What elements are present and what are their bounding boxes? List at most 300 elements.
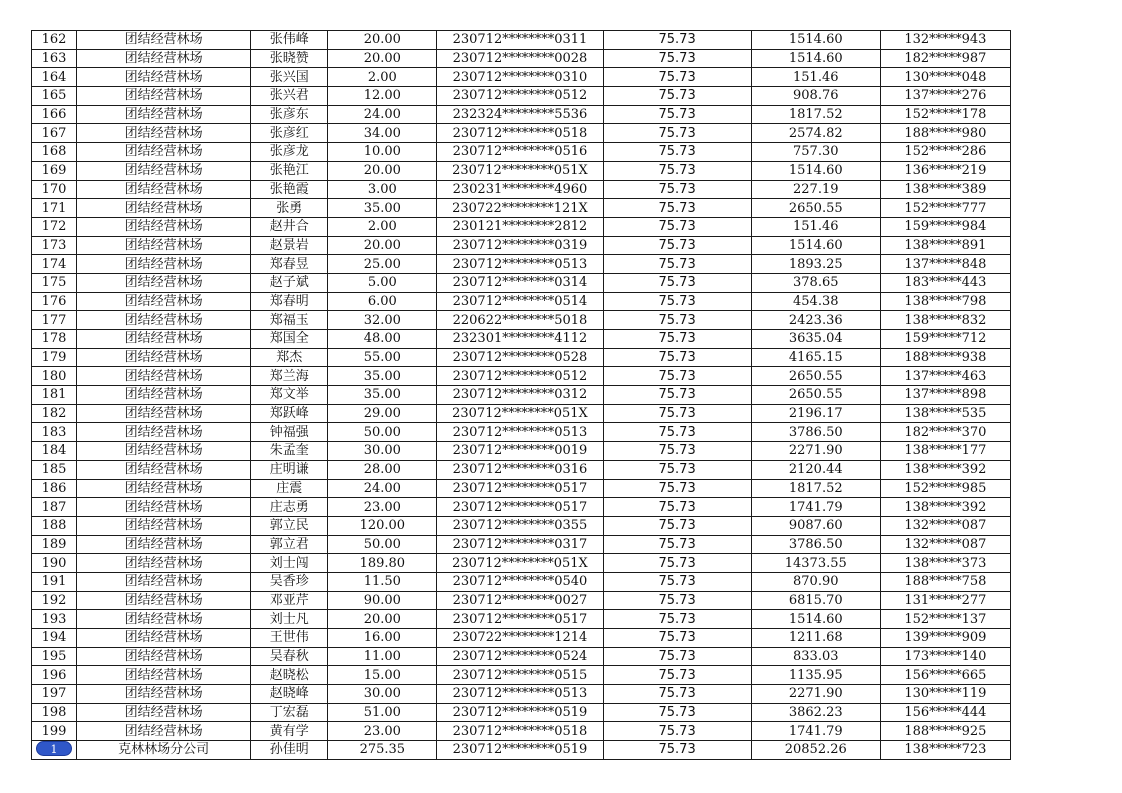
unit-cell[interactable]: 团结经营林场 <box>77 685 251 704</box>
person-name-cell[interactable]: 郑跃峰 <box>251 404 328 423</box>
row-number-cell[interactable]: 177 <box>32 311 77 330</box>
amount-cell[interactable]: 1135.95 <box>751 666 880 685</box>
area-cell[interactable]: 35.00 <box>328 199 437 218</box>
person-name-cell[interactable]: 丁宏磊 <box>251 703 328 722</box>
area-cell[interactable]: 10.00 <box>328 143 437 162</box>
amount-cell[interactable]: 2650.55 <box>751 199 880 218</box>
table-row[interactable] <box>32 311 1011 330</box>
amount-cell[interactable]: 1514.60 <box>751 49 880 68</box>
person-name-cell[interactable]: 张彦东 <box>251 105 328 124</box>
person-name-cell[interactable]: 郑春明 <box>251 292 328 311</box>
table-row[interactable] <box>32 161 1011 180</box>
unit-price-cell[interactable]: 75.73 <box>603 741 751 760</box>
id-number-cell[interactable]: 230712********0517 <box>437 498 603 517</box>
unit-price-cell[interactable]: 75.73 <box>603 124 751 143</box>
table-row[interactable] <box>32 404 1011 423</box>
id-number-cell[interactable]: 230712********0516 <box>437 143 603 162</box>
table-row[interactable] <box>32 105 1011 124</box>
id-number-cell[interactable]: 230712********0027 <box>437 591 603 610</box>
row-number-cell[interactable]: 176 <box>32 292 77 311</box>
unit-cell[interactable]: 团结经营林场 <box>77 255 251 274</box>
unit-cell[interactable]: 团结经营林场 <box>77 31 251 50</box>
unit-cell[interactable]: 团结经营林场 <box>77 442 251 461</box>
table-row[interactable] <box>32 423 1011 442</box>
unit-cell[interactable]: 团结经营林场 <box>77 68 251 87</box>
person-name-cell[interactable]: 吴春秋 <box>251 647 328 666</box>
unit-price-cell[interactable]: 75.73 <box>603 404 751 423</box>
amount-cell[interactable]: 1817.52 <box>751 479 880 498</box>
amount-cell[interactable]: 227.19 <box>751 180 880 199</box>
row-number-cell[interactable]: 165 <box>32 87 77 106</box>
unit-cell[interactable]: 团结经营林场 <box>77 386 251 405</box>
phone-cell[interactable]: 139*****909 <box>880 629 1010 648</box>
id-number-cell[interactable]: 230712********0028 <box>437 49 603 68</box>
unit-cell[interactable]: 团结经营林场 <box>77 330 251 349</box>
unit-cell[interactable]: 团结经营林场 <box>77 87 251 106</box>
unit-cell[interactable]: 团结经营林场 <box>77 629 251 648</box>
area-cell[interactable]: 20.00 <box>328 236 437 255</box>
person-name-cell[interactable]: 郑春昱 <box>251 255 328 274</box>
unit-price-cell[interactable]: 75.73 <box>603 87 751 106</box>
person-name-cell[interactable]: 张兴君 <box>251 87 328 106</box>
unit-price-cell[interactable]: 75.73 <box>603 367 751 386</box>
unit-price-cell[interactable]: 75.73 <box>603 311 751 330</box>
row-number-cell[interactable]: 196 <box>32 666 77 685</box>
id-number-cell[interactable]: 232301********4112 <box>437 330 603 349</box>
table-row[interactable] <box>32 330 1011 349</box>
person-name-cell[interactable]: 赵子斌 <box>251 273 328 292</box>
area-cell[interactable]: 20.00 <box>328 161 437 180</box>
id-number-cell[interactable]: 230712********0317 <box>437 535 603 554</box>
id-number-cell[interactable]: 230231********4960 <box>437 180 603 199</box>
phone-cell[interactable]: 183*****443 <box>880 273 1010 292</box>
area-cell[interactable]: 6.00 <box>328 292 437 311</box>
row-number-cell[interactable]: 197 <box>32 685 77 704</box>
phone-cell[interactable]: 156*****444 <box>880 703 1010 722</box>
unit-price-cell[interactable]: 75.73 <box>603 143 751 162</box>
person-name-cell[interactable]: 赵井合 <box>251 217 328 236</box>
unit-cell[interactable]: 团结经营林场 <box>77 180 251 199</box>
phone-cell[interactable]: 137*****848 <box>880 255 1010 274</box>
area-cell[interactable]: 3.00 <box>328 180 437 199</box>
row-number-cell[interactable]: 169 <box>32 161 77 180</box>
unit-price-cell[interactable]: 75.73 <box>603 591 751 610</box>
phone-cell[interactable]: 131*****277 <box>880 591 1010 610</box>
id-number-cell[interactable]: 230712********0524 <box>437 647 603 666</box>
unit-price-cell[interactable]: 75.73 <box>603 535 751 554</box>
area-cell[interactable]: 275.35 <box>328 741 437 760</box>
unit-price-cell[interactable]: 75.73 <box>603 423 751 442</box>
unit-cell[interactable]: 团结经营林场 <box>77 161 251 180</box>
person-name-cell[interactable]: 孙佳明 <box>251 741 328 760</box>
area-cell[interactable]: 34.00 <box>328 124 437 143</box>
phone-cell[interactable]: 152*****985 <box>880 479 1010 498</box>
amount-cell[interactable]: 2423.36 <box>751 311 880 330</box>
row-number-cell[interactable]: 181 <box>32 386 77 405</box>
table-row[interactable] <box>32 273 1011 292</box>
phone-cell[interactable]: 156*****665 <box>880 666 1010 685</box>
id-number-cell[interactable]: 230712********0312 <box>437 386 603 405</box>
phone-cell[interactable]: 130*****048 <box>880 68 1010 87</box>
table-row[interactable] <box>32 124 1011 143</box>
amount-cell[interactable]: 2271.90 <box>751 442 880 461</box>
area-cell[interactable]: 23.00 <box>328 722 437 741</box>
amount-cell[interactable]: 151.46 <box>751 68 880 87</box>
row-number-cell[interactable]: 172 <box>32 217 77 236</box>
amount-cell[interactable]: 1514.60 <box>751 236 880 255</box>
table-row[interactable] <box>32 647 1011 666</box>
person-name-cell[interactable]: 郑福玉 <box>251 311 328 330</box>
person-name-cell[interactable]: 郭立民 <box>251 516 328 535</box>
table-row[interactable] <box>32 199 1011 218</box>
amount-cell[interactable]: 3862.23 <box>751 703 880 722</box>
phone-cell[interactable]: 188*****925 <box>880 722 1010 741</box>
amount-cell[interactable]: 3635.04 <box>751 330 880 349</box>
unit-price-cell[interactable]: 75.73 <box>603 236 751 255</box>
row-number-cell[interactable]: 192 <box>32 591 77 610</box>
id-number-cell[interactable]: 230712********0310 <box>437 68 603 87</box>
amount-cell[interactable]: 908.76 <box>751 87 880 106</box>
amount-cell[interactable]: 4165.15 <box>751 348 880 367</box>
phone-cell[interactable]: 138*****373 <box>880 554 1010 573</box>
area-cell[interactable]: 28.00 <box>328 460 437 479</box>
table-row[interactable] <box>32 685 1011 704</box>
unit-price-cell[interactable]: 75.73 <box>603 199 751 218</box>
amount-cell[interactable]: 1514.60 <box>751 161 880 180</box>
person-name-cell[interactable]: 张兴国 <box>251 68 328 87</box>
person-name-cell[interactable]: 刘士凡 <box>251 610 328 629</box>
phone-cell[interactable]: 138*****798 <box>880 292 1010 311</box>
person-name-cell[interactable]: 王世伟 <box>251 629 328 648</box>
phone-cell[interactable]: 138*****392 <box>880 460 1010 479</box>
unit-price-cell[interactable]: 75.73 <box>603 722 751 741</box>
area-cell[interactable]: 16.00 <box>328 629 437 648</box>
amount-cell[interactable]: 378.65 <box>751 273 880 292</box>
amount-cell[interactable]: 1514.60 <box>751 31 880 50</box>
table-row[interactable] <box>32 666 1011 685</box>
unit-price-cell[interactable]: 75.73 <box>603 703 751 722</box>
amount-cell[interactable]: 2650.55 <box>751 367 880 386</box>
row-number-cell[interactable]: 194 <box>32 629 77 648</box>
unit-cell[interactable]: 团结经营林场 <box>77 479 251 498</box>
unit-cell[interactable]: 团结经营林场 <box>77 610 251 629</box>
amount-cell[interactable]: 870.90 <box>751 572 880 591</box>
unit-cell[interactable]: 团结经营林场 <box>77 49 251 68</box>
table-row[interactable] <box>32 217 1011 236</box>
person-name-cell[interactable]: 郑杰 <box>251 348 328 367</box>
unit-cell[interactable]: 团结经营林场 <box>77 105 251 124</box>
amount-cell[interactable]: 1893.25 <box>751 255 880 274</box>
row-number-cell[interactable]: 174 <box>32 255 77 274</box>
person-name-cell[interactable]: 庄震 <box>251 479 328 498</box>
phone-cell[interactable]: 173*****140 <box>880 647 1010 666</box>
id-number-cell[interactable]: 230712********0514 <box>437 292 603 311</box>
id-number-cell[interactable]: 230712********0513 <box>437 685 603 704</box>
id-number-cell[interactable]: 230712********0314 <box>437 273 603 292</box>
id-number-cell[interactable]: 230712********0513 <box>437 255 603 274</box>
row-number-cell[interactable]: 164 <box>32 68 77 87</box>
area-cell[interactable]: 11.50 <box>328 572 437 591</box>
phone-cell[interactable]: 182*****987 <box>880 49 1010 68</box>
amount-cell[interactable]: 833.03 <box>751 647 880 666</box>
id-number-cell[interactable]: 230712********0316 <box>437 460 603 479</box>
table-row[interactable] <box>32 180 1011 199</box>
table-row[interactable] <box>32 386 1011 405</box>
id-number-cell[interactable]: 230722********121X <box>437 199 603 218</box>
row-number-cell[interactable]: 184 <box>32 442 77 461</box>
id-number-cell[interactable]: 230712********0515 <box>437 666 603 685</box>
id-number-cell[interactable]: 230712********051X <box>437 554 603 573</box>
table-row[interactable] <box>32 31 1011 50</box>
unit-price-cell[interactable]: 75.73 <box>603 516 751 535</box>
amount-cell[interactable]: 2271.90 <box>751 685 880 704</box>
table-row[interactable] <box>32 292 1011 311</box>
row-number-cell[interactable]: 182 <box>32 404 77 423</box>
id-number-cell[interactable]: 230712********0355 <box>437 516 603 535</box>
id-number-cell[interactable]: 230712********051X <box>437 161 603 180</box>
person-name-cell[interactable]: 庄志勇 <box>251 498 328 517</box>
area-cell[interactable]: 50.00 <box>328 423 437 442</box>
id-number-cell[interactable]: 230712********0019 <box>437 442 603 461</box>
row-number-cell[interactable]: 188 <box>32 516 77 535</box>
unit-cell[interactable]: 团结经营林场 <box>77 292 251 311</box>
unit-price-cell[interactable]: 75.73 <box>603 105 751 124</box>
person-name-cell[interactable]: 张伟峰 <box>251 31 328 50</box>
unit-price-cell[interactable]: 75.73 <box>603 647 751 666</box>
row-number-cell[interactable]: 175 <box>32 273 77 292</box>
amount-cell[interactable]: 14373.55 <box>751 554 880 573</box>
id-number-cell[interactable]: 230712********0528 <box>437 348 603 367</box>
table-row[interactable] <box>32 442 1011 461</box>
area-cell[interactable]: 32.00 <box>328 311 437 330</box>
phone-cell[interactable]: 138*****392 <box>880 498 1010 517</box>
amount-cell[interactable]: 1514.60 <box>751 610 880 629</box>
person-name-cell[interactable]: 张勇 <box>251 199 328 218</box>
unit-cell[interactable]: 团结经营林场 <box>77 722 251 741</box>
row-number-cell[interactable] <box>32 741 77 760</box>
phone-cell[interactable]: 159*****712 <box>880 330 1010 349</box>
phone-cell[interactable]: 188*****758 <box>880 572 1010 591</box>
row-number-cell[interactable]: 167 <box>32 124 77 143</box>
id-number-cell[interactable]: 230712********0518 <box>437 124 603 143</box>
amount-cell[interactable]: 2650.55 <box>751 386 880 405</box>
row-number-cell[interactable]: 178 <box>32 330 77 349</box>
person-name-cell[interactable]: 张彦龙 <box>251 143 328 162</box>
phone-cell[interactable]: 132*****087 <box>880 516 1010 535</box>
id-number-cell[interactable]: 230712********0519 <box>437 741 603 760</box>
unit-price-cell[interactable]: 75.73 <box>603 442 751 461</box>
id-number-cell[interactable]: 230712********0512 <box>437 367 603 386</box>
person-name-cell[interactable]: 张彦红 <box>251 124 328 143</box>
row-number-cell[interactable]: 168 <box>32 143 77 162</box>
phone-cell[interactable]: 152*****286 <box>880 143 1010 162</box>
unit-price-cell[interactable]: 75.73 <box>603 572 751 591</box>
phone-cell[interactable]: 138*****177 <box>880 442 1010 461</box>
row-number-cell[interactable]: 173 <box>32 236 77 255</box>
id-number-cell[interactable]: 230712********0517 <box>437 479 603 498</box>
area-cell[interactable]: 189.80 <box>328 554 437 573</box>
phone-cell[interactable]: 137*****276 <box>880 87 1010 106</box>
id-number-cell[interactable]: 230712********0517 <box>437 610 603 629</box>
area-cell[interactable]: 2.00 <box>328 68 437 87</box>
id-number-cell[interactable]: 230712********0512 <box>437 87 603 106</box>
area-cell[interactable]: 20.00 <box>328 49 437 68</box>
unit-cell[interactable]: 团结经营林场 <box>77 124 251 143</box>
amount-cell[interactable]: 1817.52 <box>751 105 880 124</box>
phone-cell[interactable]: 188*****980 <box>880 124 1010 143</box>
phone-cell[interactable]: 136*****219 <box>880 161 1010 180</box>
area-cell[interactable]: 48.00 <box>328 330 437 349</box>
row-number-cell[interactable]: 189 <box>32 535 77 554</box>
id-number-cell[interactable]: 220622********5018 <box>437 311 603 330</box>
unit-cell[interactable]: 团结经营林场 <box>77 460 251 479</box>
amount-cell[interactable]: 2196.17 <box>751 404 880 423</box>
row-number-cell[interactable]: 193 <box>32 610 77 629</box>
unit-price-cell[interactable]: 75.73 <box>603 180 751 199</box>
area-cell[interactable]: 12.00 <box>328 87 437 106</box>
area-cell[interactable]: 20.00 <box>328 31 437 50</box>
row-number-cell[interactable]: 166 <box>32 105 77 124</box>
phone-cell[interactable]: 138*****389 <box>880 180 1010 199</box>
table-row[interactable] <box>32 722 1011 741</box>
person-name-cell[interactable]: 朱孟奎 <box>251 442 328 461</box>
phone-cell[interactable]: 138*****535 <box>880 404 1010 423</box>
person-name-cell[interactable]: 张艳江 <box>251 161 328 180</box>
area-cell[interactable]: 2.00 <box>328 217 437 236</box>
id-number-cell[interactable]: 230712********0513 <box>437 423 603 442</box>
area-cell[interactable]: 35.00 <box>328 367 437 386</box>
table-row[interactable] <box>32 87 1011 106</box>
table-row[interactable] <box>32 591 1011 610</box>
area-cell[interactable]: 15.00 <box>328 666 437 685</box>
table-row[interactable] <box>32 68 1011 87</box>
person-name-cell[interactable]: 赵晓峰 <box>251 685 328 704</box>
unit-price-cell[interactable]: 75.73 <box>603 330 751 349</box>
phone-cell[interactable]: 132*****943 <box>880 31 1010 50</box>
table-row[interactable] <box>32 143 1011 162</box>
amount-cell[interactable]: 151.46 <box>751 217 880 236</box>
unit-cell[interactable]: 团结经营林场 <box>77 535 251 554</box>
unit-price-cell[interactable]: 75.73 <box>603 479 751 498</box>
row-number-cell[interactable]: 190 <box>32 554 77 573</box>
unit-cell[interactable]: 团结经营林场 <box>77 591 251 610</box>
row-number-cell[interactable]: 180 <box>32 367 77 386</box>
unit-price-cell[interactable]: 75.73 <box>603 31 751 50</box>
phone-cell[interactable]: 159*****984 <box>880 217 1010 236</box>
person-name-cell[interactable]: 郑兰海 <box>251 367 328 386</box>
person-name-cell[interactable]: 黄有学 <box>251 722 328 741</box>
row-number-cell[interactable]: 170 <box>32 180 77 199</box>
unit-price-cell[interactable]: 75.73 <box>603 161 751 180</box>
area-cell[interactable]: 30.00 <box>328 442 437 461</box>
unit-cell[interactable]: 团结经营林场 <box>77 199 251 218</box>
row-number-cell[interactable]: 162 <box>32 31 77 50</box>
phone-cell[interactable]: 152*****178 <box>880 105 1010 124</box>
unit-cell[interactable]: 团结经营林场 <box>77 143 251 162</box>
area-cell[interactable]: 90.00 <box>328 591 437 610</box>
table-row[interactable] <box>32 348 1011 367</box>
table-row[interactable] <box>32 516 1011 535</box>
unit-price-cell[interactable]: 75.73 <box>603 554 751 573</box>
row-number-cell[interactable]: 171 <box>32 199 77 218</box>
phone-cell[interactable]: 138*****891 <box>880 236 1010 255</box>
table-row[interactable] <box>32 498 1011 517</box>
amount-cell[interactable]: 9087.60 <box>751 516 880 535</box>
amount-cell[interactable]: 2120.44 <box>751 460 880 479</box>
amount-cell[interactable]: 454.38 <box>751 292 880 311</box>
unit-cell[interactable]: 团结经营林场 <box>77 572 251 591</box>
unit-price-cell[interactable]: 75.73 <box>603 460 751 479</box>
unit-cell[interactable]: 克林林场分公司 <box>77 741 251 760</box>
row-number-cell[interactable]: 199 <box>32 722 77 741</box>
unit-price-cell[interactable]: 75.73 <box>603 273 751 292</box>
person-name-cell[interactable]: 赵景岩 <box>251 236 328 255</box>
unit-price-cell[interactable]: 75.73 <box>603 292 751 311</box>
unit-price-cell[interactable]: 75.73 <box>603 255 751 274</box>
area-cell[interactable]: 30.00 <box>328 685 437 704</box>
phone-cell[interactable]: 138*****832 <box>880 311 1010 330</box>
amount-cell[interactable]: 3786.50 <box>751 535 880 554</box>
phone-cell[interactable]: 152*****777 <box>880 199 1010 218</box>
area-cell[interactable]: 24.00 <box>328 105 437 124</box>
unit-price-cell[interactable]: 75.73 <box>603 666 751 685</box>
unit-cell[interactable]: 团结经营林场 <box>77 423 251 442</box>
unit-cell[interactable]: 团结经营林场 <box>77 516 251 535</box>
phone-cell[interactable]: 132*****087 <box>880 535 1010 554</box>
id-number-cell[interactable]: 230712********0519 <box>437 703 603 722</box>
unit-price-cell[interactable]: 75.73 <box>603 498 751 517</box>
phone-cell[interactable]: 137*****898 <box>880 386 1010 405</box>
id-number-cell[interactable]: 230121********2812 <box>437 217 603 236</box>
person-name-cell[interactable]: 吴香珍 <box>251 572 328 591</box>
unit-price-cell[interactable]: 75.73 <box>603 629 751 648</box>
phone-cell[interactable]: 137*****463 <box>880 367 1010 386</box>
table-row[interactable] <box>32 610 1011 629</box>
amount-cell[interactable]: 1741.79 <box>751 722 880 741</box>
row-number-cell[interactable]: 191 <box>32 572 77 591</box>
amount-cell[interactable]: 757.30 <box>751 143 880 162</box>
person-name-cell[interactable]: 庄明谦 <box>251 460 328 479</box>
table-row[interactable] <box>32 367 1011 386</box>
amount-cell[interactable]: 3786.50 <box>751 423 880 442</box>
id-number-cell[interactable]: 230712********051X <box>437 404 603 423</box>
id-number-cell[interactable]: 230722********1214 <box>437 629 603 648</box>
table-row[interactable] <box>32 554 1011 573</box>
phone-cell[interactable]: 188*****938 <box>880 348 1010 367</box>
area-cell[interactable]: 50.00 <box>328 535 437 554</box>
unit-price-cell[interactable]: 75.73 <box>603 217 751 236</box>
unit-cell[interactable]: 团结经营林场 <box>77 348 251 367</box>
area-cell[interactable]: 55.00 <box>328 348 437 367</box>
unit-cell[interactable]: 团结经营林场 <box>77 273 251 292</box>
phone-cell[interactable]: 182*****370 <box>880 423 1010 442</box>
row-number-cell[interactable]: 195 <box>32 647 77 666</box>
area-cell[interactable]: 5.00 <box>328 273 437 292</box>
area-cell[interactable]: 120.00 <box>328 516 437 535</box>
unit-cell[interactable]: 团结经营林场 <box>77 554 251 573</box>
phone-cell[interactable]: 130*****119 <box>880 685 1010 704</box>
unit-cell[interactable]: 团结经营林场 <box>77 311 251 330</box>
table-row[interactable] <box>32 535 1011 554</box>
amount-cell[interactable]: 6815.70 <box>751 591 880 610</box>
area-cell[interactable]: 24.00 <box>328 479 437 498</box>
area-cell[interactable]: 23.00 <box>328 498 437 517</box>
person-name-cell[interactable]: 张艳霞 <box>251 180 328 199</box>
person-name-cell[interactable]: 郑文举 <box>251 386 328 405</box>
table-row[interactable] <box>32 741 1011 760</box>
unit-price-cell[interactable]: 75.73 <box>603 68 751 87</box>
amount-cell[interactable]: 1741.79 <box>751 498 880 517</box>
